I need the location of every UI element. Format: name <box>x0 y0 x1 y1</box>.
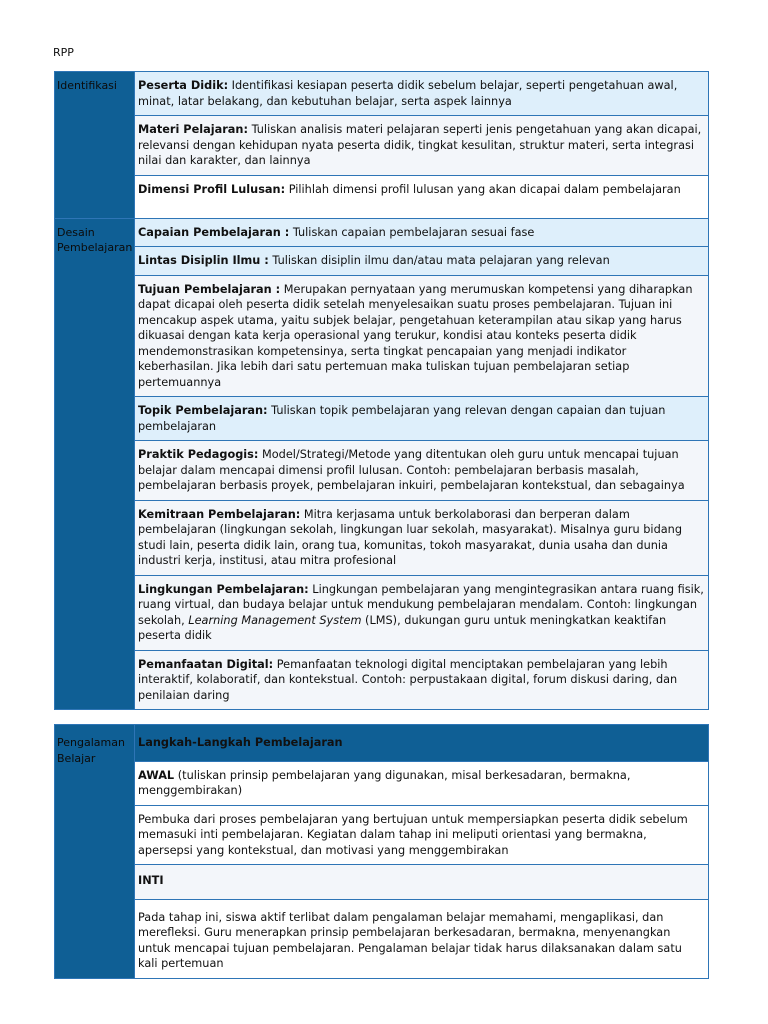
row-heading: Lintas Disiplin Ilmu : <box>138 254 269 267</box>
row-text: Identifikasi kesiapan peserta didik sebelum belajar, seperti pengetahuan awal, minat, latar belakang, dan kebutuhan belajar, serta aspek lainnya <box>138 79 678 108</box>
row-heading: Topik Pembelajaran: <box>138 404 268 417</box>
row-heading: Capaian Pembelajaran : <box>138 225 290 239</box>
rpp-table-pengalaman-belajar <box>54 724 709 979</box>
row-heading: Materi Pelajaran: <box>138 123 248 136</box>
awal-heading: AWAL <box>138 768 175 782</box>
section-label-desain: Desain Pembelajaran <box>55 218 135 710</box>
section-label-identifikasi: Identifikasi <box>55 72 135 219</box>
row-inti <box>135 865 709 900</box>
row-awal-description: Pembuka dari proses pembelajaran yang bertujuan untuk mempersiapkan peserta didik sebelum memasuki inti pembelajaran. Kegiatan dalam tahap ini meliputi orientasi yang bermakna, apersepsi yang kontekstual, dan motivasi yang menggembirakan <box>135 805 709 865</box>
row-inti-description: Pada tahap ini, siswa aktif terlibat dalam pengalaman belajar memahami, mengaplikasi, dan merefleksi. Guru menerapkan prinsip pembelajaran berkesadaran, bermakna, menyenangkan untuk mencapai tujuan pembelajaran. Pengalaman belajar tidak harus dilaksanakan dalam satu kali pertemuan <box>135 899 709 978</box>
row-text: Tuliskan topik pembelajaran yang relevan dengan capaian dan tujuan pembelajaran <box>138 404 666 433</box>
row-heading: Lingkungan Pembelajaran: <box>138 582 309 596</box>
inti-heading: INTI <box>138 874 164 887</box>
row-awal <box>135 761 709 805</box>
row-heading: Pemanfaatan Digital: <box>138 657 274 671</box>
row-text: (LMS), dukungan guru untuk meningkatkan keaktifan peserta didik <box>138 613 667 642</box>
row-text: Model/Strategi/Metode yang ditentukan oleh guru untuk mencapai tujuan belajar dalam mencapai dimensi profil lulusan. Contoh: pembelajaran berbasis masalah, pembelajaran berbasis proyek, pembelajaran inkuiri, pembelajaran kontekstual, dan sebagainya <box>138 448 685 492</box>
row-text: Lingkungan pembelajaran yang mengintegrasikan antara ruang fisik, ruang virtual, dan budaya belajar untuk mendukung pembelajaran mendalam. Contoh: lingkungan sekolah, <box>138 582 704 627</box>
row-heading: Kemitraan Pembelajaran: <box>138 507 301 521</box>
row-heading: Praktik Pedagogis: <box>138 448 259 461</box>
row-text-italic: Learning Management System <box>188 613 362 627</box>
row-heading: Tujuan Pembelajaran : <box>138 282 281 296</box>
row-text: Tuliskan disiplin ilmu dan/atau mata pelajaran yang relevan <box>268 254 610 267</box>
row-text: Pemanfaatan teknologi digital menciptakan pembelajaran yang lebih interaktif, kolaboratif, dan kontekstual. Contoh: perpustakaan digital, forum diskusi daring, dan penilaian daring <box>138 657 678 702</box>
document-title: RPP <box>53 46 74 59</box>
row-text: Pilihlah dimensi profil lulusan yang akan dicapai dalam pembelajaran <box>285 182 681 196</box>
row-text: Mitra kerjasama untuk berkolaborasi dan berperan dalam pembelajaran (lingkungan sekolah, lingkungan luar sekolah, masyarakat). Misalnya guru bidang studi lain, peserta didik lain, orang tua, komunitas, tokoh masyarakat, dunia usaha dan dunia industri kerja, institusi, atau mitra profesional <box>138 507 682 567</box>
row-text: Merupakan pernyataan yang merumuskan kompetensi yang diharapkan dapat dicapai oleh peserta didik setelah menyelesaikan suatu proses pembelajaran. Tujuan ini mencakup aspek utama, yaitu subjek belajar, pengetahuan keterampilan atau sikap yang harus dikuasai dengan kata kerja operasional yang terukur, kondisi atau konteks peserta didik mendemonstrasikan kompetensinya, serta tingkat pencapaian yang menjadi indikator keberhasilan. Jika lebih dari satu pertemuan maka tuliskan tujuan pembelajaran setiap pertemuannya <box>138 282 693 389</box>
awal-note: (tuliskan prinsip pembelajaran yang digunakan, misal berkesadaran, bermakna, menggembirakan) <box>138 768 631 797</box>
row-text: Tuliskan capaian pembelajaran sesuai fase <box>289 225 535 239</box>
row-heading: Peserta Didik: <box>138 79 229 92</box>
row-heading: Dimensi Profil Lulusan: <box>138 182 286 196</box>
row-text: Tuliskan analisis materi pelajaran seperti jenis pengetahuan yang akan dicapai, relevansi dengan kehidupan nyata peserta didik, tingkat kesulitan, struktur materi, serta integrasi nilai dan karakter, dan lainnya <box>138 123 702 167</box>
langkah-header: Langkah-Langkah Pembelajaran <box>135 725 709 762</box>
section-label-pengalaman: Pengalaman Belajar <box>55 725 135 979</box>
